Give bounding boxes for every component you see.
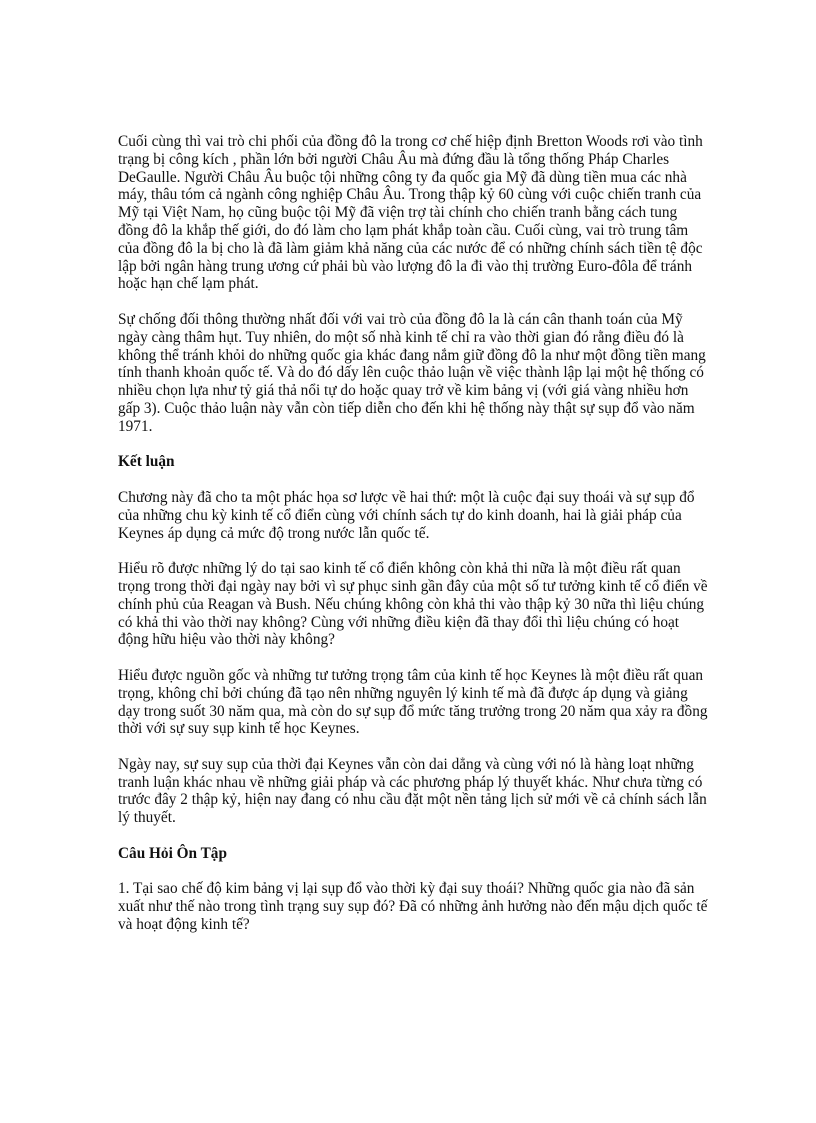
heading-conclusion: Kết luận [118,453,175,471]
paragraph-keynes-decline: Ngày nay, sự suy sụp của thời đại Keynes vẫn còn dai dẳng và cùng với nó là hàng loạt những tranh luận khác nhau về những giải pháp và các phương pháp lý thuyết khác. Như chưa từng có trước đây 2 thập kỷ, hiện nay đang có nhu cầu đặt một nền tảng lịch sử mới về cả chính sách lẫn lý thuyết. [118,755,707,827]
paragraph-conclusion-summary: Chương này đã cho ta một phác họa sơ lược về hai thứ: một là cuộc đại suy thoái và sự sụp đổ của những chu kỳ kinh tế cổ điển cùng với chính sách tự do kinh doanh, hai là giải pháp của Keynes áp dụng cả mức độ trong nước lẫn quốc tế. [118,488,695,542]
review-question-1: 1. Tại sao chế độ kim bảng vị lại sụp đổ vào thời kỳ đại suy thoái? Những quốc gia nào đã sản xuất như thế nào trong tình trạng suy sụp đó? Đã có những ảnh hưởng nào đến mậu dịch quốc tế và hoạt động kinh tế? [118,880,708,934]
paragraph-bretton-woods: Cuối cùng thì vai trò chi phối của đồng đô la trong cơ chế hiệp định Bretton Woods rơi vào tình trạng bị công kích , phần lớn bởi người Châu Âu mà đứng đầu là tổng thống Pháp Charles DeGaulle. Người Châu Âu buộc tội những công ty đa quốc gia Mỹ đã dùng tiền mua các nhà máy, thâu tóm cả ngành công nghiệp Châu Âu. Trong thập kỷ 60 cùng với cuộc chiến tranh của Mỹ tại Việt Nam, họ cũng buộc tội Mỹ đã viện trợ tài chính cho chiến tranh bằng cách tung đồng đô la khắp thế giới, do đó làm cho lạm phát khắp toàn cầu. Cuối cùng, vai trò trung tâm của đồng đô la bị cho là đã làm giảm khả năng của các nước để có những chính sách tiền tệ độc lập bởi ngân hàng trung ương cứ phải bù vào lượng đô la đi vào thị trường Euro-đôla để tránh hoặc hạn chế lạm phát. [118,133,703,293]
paragraph-balance-of-payments: Sự chống đối thông thường nhất đối với vai trò của đồng đô la là cán cân thanh toán của Mỹ ngày càng thâm hụt. Tuy nhiên, do một số nhà kinh tế chỉ ra vào thời gian đó rằng điều đó là không thể tránh khỏi do những quốc gia khác đang nắm giữ đồng đô la như một đồng tiền mang tính thanh khoản quốc tế. Và do đó dấy lên cuộc thảo luận về việc thành lập lại một hệ thống có nhiều chọn lựa như tỷ giá thả nổi tự do hoặc quay trở về kim bảng vị (với giá vàng nhiều hơn gấp 3). Cuộc thảo luận này vẫn còn tiếp diễn cho đến khi hệ thống này thật sự sụp đổ vào năm 1971. [118,310,706,435]
heading-review-questions: Câu Hỏi Ôn Tập [118,844,227,862]
paragraph-classical-economics: Hiểu rõ được những lý do tại sao kinh tế cổ điển không còn khả thi nữa là một điều rất quan trọng trong thời đại ngày nay bởi vì sự phục sinh gần đây của một số tư tưởng kinh tế cổ điển về chính phủ của Reagan và Bush. Nếu chúng không còn khả thi vào thập kỷ 30 nữa thì liệu chúng có khả thi vào thời nay không? Cùng với những điều kiện đã thay đổi thì liệu chúng có hoạt động hữu hiệu vào thời này không? [118,560,708,649]
paragraph-keynes-origins: Hiểu được nguồn gốc và những tư tưởng trọng tâm của kinh tế học Keynes là một điều rất quan trọng, không chỉ bởi chúng đã tạo nên những nguyên lý kinh tế mà đã được áp dụng và giảng dạy trong suốt 30 năm qua, mà còn do sự sụp đổ mức tăng trưởng trong 20 năm qua xảy ra đồng thời với sự suy sụp kinh tế học Keynes. [118,666,708,738]
document-page [118,133,710,952]
